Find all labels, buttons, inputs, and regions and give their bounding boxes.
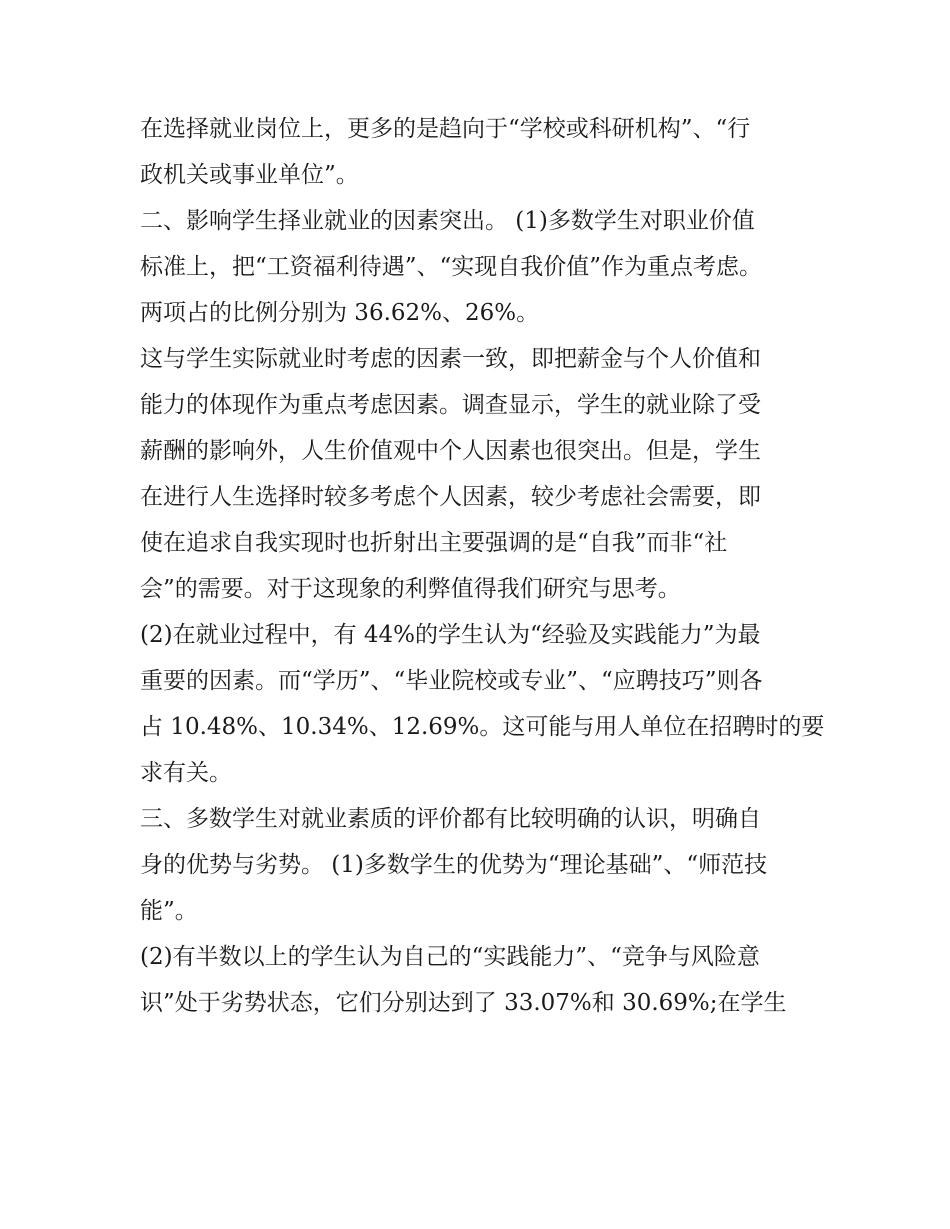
text-line: 会”的需要。对于这现象的利弊值得我们研究与思考。: [140, 576, 681, 602]
text-line: 标准上，把“工资福利待遇”、“实现自我价值”作为重点考虑。: [140, 254, 763, 280]
text-line: (2)有半数以上的学生认为自己的“实践能力”、“竞争与风险意: [140, 944, 760, 970]
text-line: 薪酬的影响外，人生价值观中个人因素也很突出。但是，学生: [140, 438, 761, 464]
text-line: 求有关。: [140, 760, 232, 786]
text-line: 政机关或事业单位”。: [140, 162, 359, 188]
text-line: 在选择就业岗位上，更多的是趋向于“学校或科研机构”、“行: [140, 116, 751, 142]
text-line: 二、影响学生择业就业的因素突出。 (1)多数学生对职业价值: [140, 208, 755, 234]
text-line: 重要的因素。而“学历”、“毕业院校或专业”、“应聘技巧”则各: [140, 668, 763, 694]
text-line: (2)在就业过程中，有 44%的学生认为“经验及实践能力”为最: [140, 622, 761, 648]
document-body-text: [140, 106, 825, 1026]
text-line: 身的优势与劣势。 (1)多数学生的优势为“理论基础”、“师范技: [140, 852, 768, 878]
text-line: 能力的体现作为重点考虑因素。调查显示，学生的就业除了受: [140, 392, 761, 418]
text-line: 识”处于劣势状态，它们分别达到了 33.07%和 30.69%;在学生: [140, 990, 787, 1016]
text-line: 两项占的比例分别为 36.62%、26%。: [140, 300, 540, 326]
text-line: 这与学生实际就业时考虑的因素一致，即把薪金与个人价值和: [140, 346, 761, 372]
text-line: 占 10.48%、10.34%、12.69%。这可能与用人单位在招聘时的要: [140, 714, 825, 740]
text-line: 能”。: [140, 898, 198, 924]
text-line: 三、多数学生对就业素质的评价都有比较明确的认识，明确自: [140, 806, 761, 832]
text-line: 使在追求自我实现时也折射出主要强调的是“自我”而非“社: [140, 530, 728, 556]
text-line: 在进行人生选择时较多考虑个人因素，较少考虑社会需要，即: [140, 484, 761, 510]
